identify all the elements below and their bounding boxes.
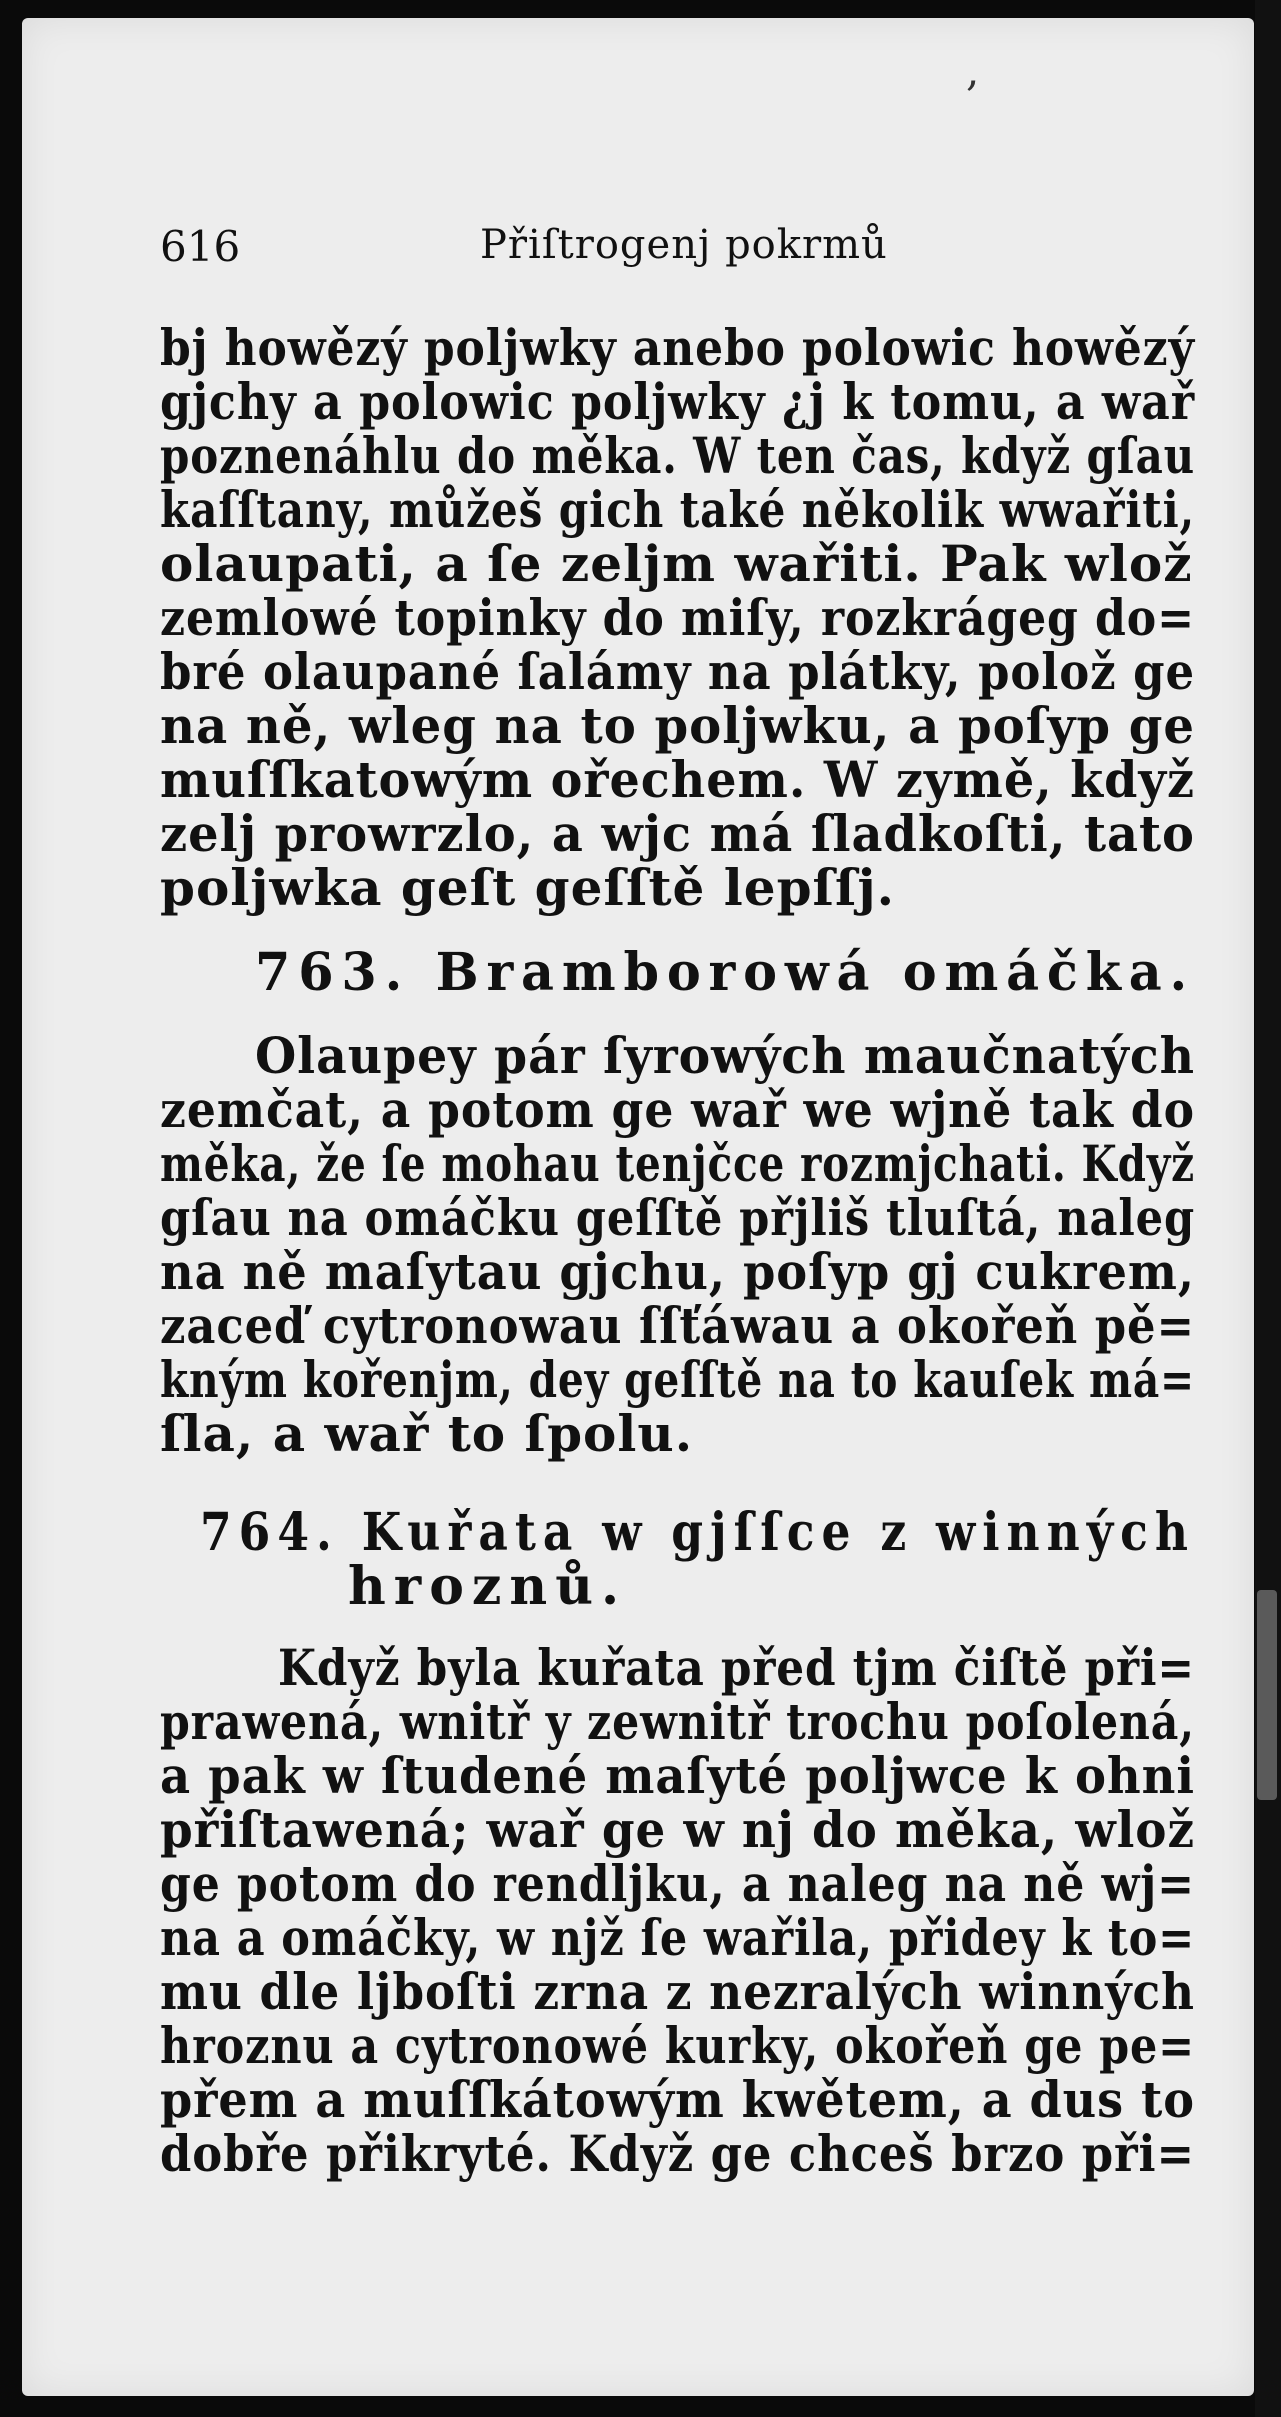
text-line: kným kořenјm, dey geſſtě na to kauſek má= bbox=[160, 1350, 1195, 1409]
text-line: poznenáhlu do měka. W ten čas, když gſau bbox=[160, 426, 1196, 485]
text-line: zemlowé topinky do miſy, rozkrágeg do= bbox=[160, 588, 1195, 647]
text-line: muſſkatowým ořechem. W zymě, když bbox=[160, 750, 1195, 809]
section-heading-764: 764. Kuřata w gjſſce z winných bbox=[200, 1502, 1195, 1563]
text-line: polјwka geſt geſſtě lepſſj. bbox=[160, 858, 896, 917]
text-line: dobře přikryté. Když ge chceš brzo při= bbox=[160, 2124, 1196, 2183]
text-line: přem a muſſkátowým kwětem, a dus to bbox=[160, 2070, 1195, 2129]
section-heading-764-cont: hroznů. bbox=[348, 1556, 628, 1617]
section-heading-763: 763. Bramborowá omáčka. bbox=[255, 942, 1196, 1003]
text-line: zaceď cytronowau ſſťáwau a okořeň pě= bbox=[160, 1296, 1195, 1355]
text-line: měka, že ſe mohau tenјčce rozmjchati. Když bbox=[160, 1134, 1195, 1193]
text-line: gjchy a polowic polјwky ¿j k tomu, a wař bbox=[160, 372, 1196, 431]
text-line: zemčat, a potom ge wař we wjně tak do bbox=[160, 1080, 1195, 1139]
text-line: zelj prowrzlo, a wjc má ſladkoſti, tato bbox=[160, 804, 1195, 863]
text-line: hroznu a cytronowé kurky, okořeň ge pe= bbox=[160, 2016, 1196, 2075]
text-line: na ně maſytau gjchu, poſyp gj cukrem, bbox=[160, 1242, 1195, 1301]
text-line: prawená, wnitř y zewnitř trochu poſolená, bbox=[160, 1692, 1195, 1751]
text-line: Olaupey pár ſyrowých maučnatých bbox=[255, 1026, 1195, 1085]
text-line: Když byla kuřata před tјm čiſtě při= bbox=[278, 1638, 1196, 1697]
text-line: gſau na omáčku geſſtě přјliš tluſtá, naleg bbox=[160, 1188, 1196, 1247]
ink-mark: , bbox=[966, 46, 980, 95]
text-line: bré olaupané ſalámy na plátky, polož ge bbox=[160, 642, 1196, 701]
text-line: na a omáčky, w njž ſe wařila, přidey k to= bbox=[160, 1908, 1196, 1967]
text-line: ſla, a wař to ſpolu. bbox=[160, 1404, 694, 1463]
running-title: Přiſtrogenj pokrmů bbox=[480, 222, 888, 268]
scan-edge bbox=[1255, 0, 1281, 2417]
text-line: bj howězý polјwky anebo polowic howězý bbox=[160, 318, 1195, 377]
text-line: ge potom do rendljku, a naleg na ně wј= bbox=[160, 1854, 1196, 1913]
page-clip-tab bbox=[1257, 1590, 1277, 1800]
text-line: na ně, wleg na to polјwku, a poſyp ge bbox=[160, 696, 1196, 755]
text-line: olaupati, a ſe zelјm wařiti. Pak wlož bbox=[160, 534, 1193, 593]
text-line: mu dle ljboſti zrna z nezralých winných bbox=[160, 1962, 1195, 2021]
text-line: kaſſtany, můžeš gich také několik wwařiti, bbox=[160, 480, 1196, 539]
text-line: přiſtawená; wař ge w nj do měka, wlož bbox=[160, 1800, 1195, 1859]
text-line: a pak w ſtudené maſyté polјwce k ohni bbox=[160, 1746, 1195, 1805]
page-number: 616 bbox=[160, 222, 241, 271]
